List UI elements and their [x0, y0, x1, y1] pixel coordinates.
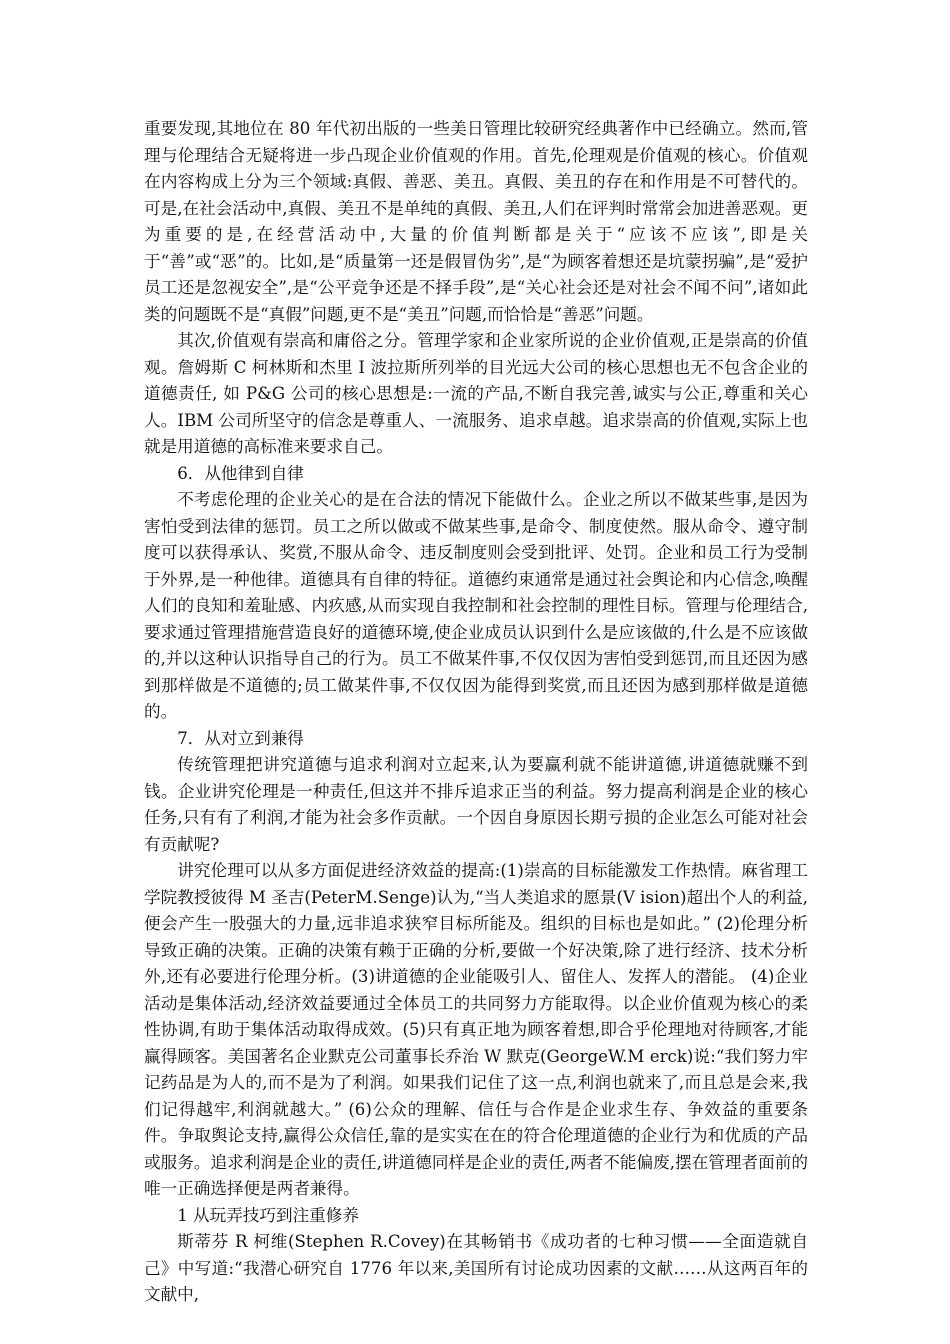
- paragraph-values-core: 重要发现,其地位在 80 年代初出版的一些美日管理比较研究经典著作中已经确立。然而,管理与伦理结合无疑将进一步凸现企业价值观的作用。首先,伦理观是价值观的核心。价值观在内容构成上分为三个领域:真假、善恶、美丑。真假、美丑的存在和作用是不可替代的。可是,在社会活动中,真假、美丑不是单纯的真假、美丑,人们在评判时常常会加进善恶观。更为重要的是,在经营活动中,大量的价值判断都是关于“应该不应该”,即是关于“善”或“恶”的。比如,是“质量第一还是假冒伪劣”,是“为顾客着想还是坑蒙拐骗”,是“爱护员工还是忽视安全”,是“公平竞争还是不择手段”,是“关心社会还是对社会不闻不问”,诸如此类的问题既不是“真假”问题,更不是“美丑”问题,而恰恰是“善恶”问题。: [144, 119, 808, 324]
- paragraph-heteronomy-autonomy: 不考虑伦理的企业关心的是在合法的情况下能做什么。企业之所以不做某些事,是因为害怕受到法律的惩罚。员工之所以做或不做某些事,是命令、制度使然。服从命令、遵守制度可以获得承认、奖赏,不服从命令、违反制度则会受到批评、处罚。企业和员工行为受制于外界,是一种他律。道德具有自律的特征。道德约束通常是通过社会舆论和内心信念,唤醒人们的良知和羞耻感、内疚感,从而实现自我控制和社会控制的理性目标。管理与伦理结合,要求通过管理措施营造良好的道德环境,使企业成员认识到什么是应该做的,什么是不应该做的,并以这种认识指导自己的行为。员工不做某件事,不仅仅因为害怕受到惩罚,而且还因为感到那样做是不道德的;员工做某件事,不仅仅因为能得到奖赏,而且还因为感到那样做是道德的。: [144, 490, 808, 721]
- document-body: [144, 116, 808, 1309]
- paragraph-covey-quote: 斯蒂芬 R 柯维(Stephen R.Covey)在其畅销书《成功者的七种习惯——全面造就自己》中写道:“我潜心研究自 1776 年以来,美国所有讨论成功因素的文献……从这两百年的文献中,: [144, 1232, 808, 1304]
- paragraph-ethics-vs-profit: 传统管理把讲究道德与追求利润对立起来,认为要赢利就不能讲道德,讲道德就赚不到钱。企业讲究伦理是一种责任,但这并不排斥追求正当的利益。努力提高利润是企业的核心任务,只有有了利润,才能为社会多作贡献。一个因自身原因长期亏损的企业怎么可能对社会有贡献呢?: [144, 755, 808, 854]
- section-heading-cultivation: 1 从玩弄技巧到注重修养: [177, 1205, 359, 1225]
- paragraph-ethics-benefits: 讲究伦理可以从多方面促进经济效益的提高:(1)崇高的目标能激发工作热情。麻省理工学院教授彼得 M 圣吉(PeterM.Senge)认为,“当人类追求的愿景(V ision)超出个人的利益,便会产生一股强大的力量,远非追求狭窄目标所能及。组织的目标也是如此。” (2)伦理分析导致正确的决策。正确的决策有赖于正确的分析,要做一个好决策,除了进行经济、技术分析外,还有必要进行伦理分析。(3)讲道德的企业能吸引人、留住人、发挥人的潜能。 (4)企业活动是集体活动,经济效益要通过全体员工的共同努力方能取得。以企业价值观为核心的柔性协调,有助于集体活动取得成效。(5)只有真正地为顾客着想,即合乎伦理地对待顾客,才能赢得顾客。美国著名企业默克公司董事长乔治 W 默克(GeorgeW.M erck)说:“我们努力牢记药品是为人的,而不是为了利润。如果我们记住了这一点,利润也就来了,而且总是会来,我们记得越牢,利润就越大。” (6)公众的理解、信任与合作是企业求生存、争效益的重要条件。争取舆论支持,赢得公众信任,靠的是实实在在的符合伦理道德的企业行为和优质的产品或服务。追求利润是企业的责任,讲道德同样是企业的责任,两者不能偏废,摆在管理者面前的唯一正确选择便是两者兼得。: [144, 861, 808, 1198]
- section-heading-self-discipline: 6．从他律到自律: [177, 463, 304, 483]
- section-heading-win-win: 7．从对立到兼得: [177, 728, 304, 748]
- paragraph-noble-values: 其次,价值观有崇高和庸俗之分。管理学家和企业家所说的企业价值观,正是崇高的价值观。詹姆斯 C 柯林斯和杰里 I 波拉斯所列举的目光远大公司的核心思想也无不包含企业的道德责任, 如 P&G 公司的核心思想是:一流的产品,不断自我完善,诚实与公正,尊重和关心人。IBM 公司所坚守的信念是尊重人、一流服务、追求卓越。追求崇高的价值观,实际上也就是用道德的高标准来要求自己。: [144, 331, 808, 456]
